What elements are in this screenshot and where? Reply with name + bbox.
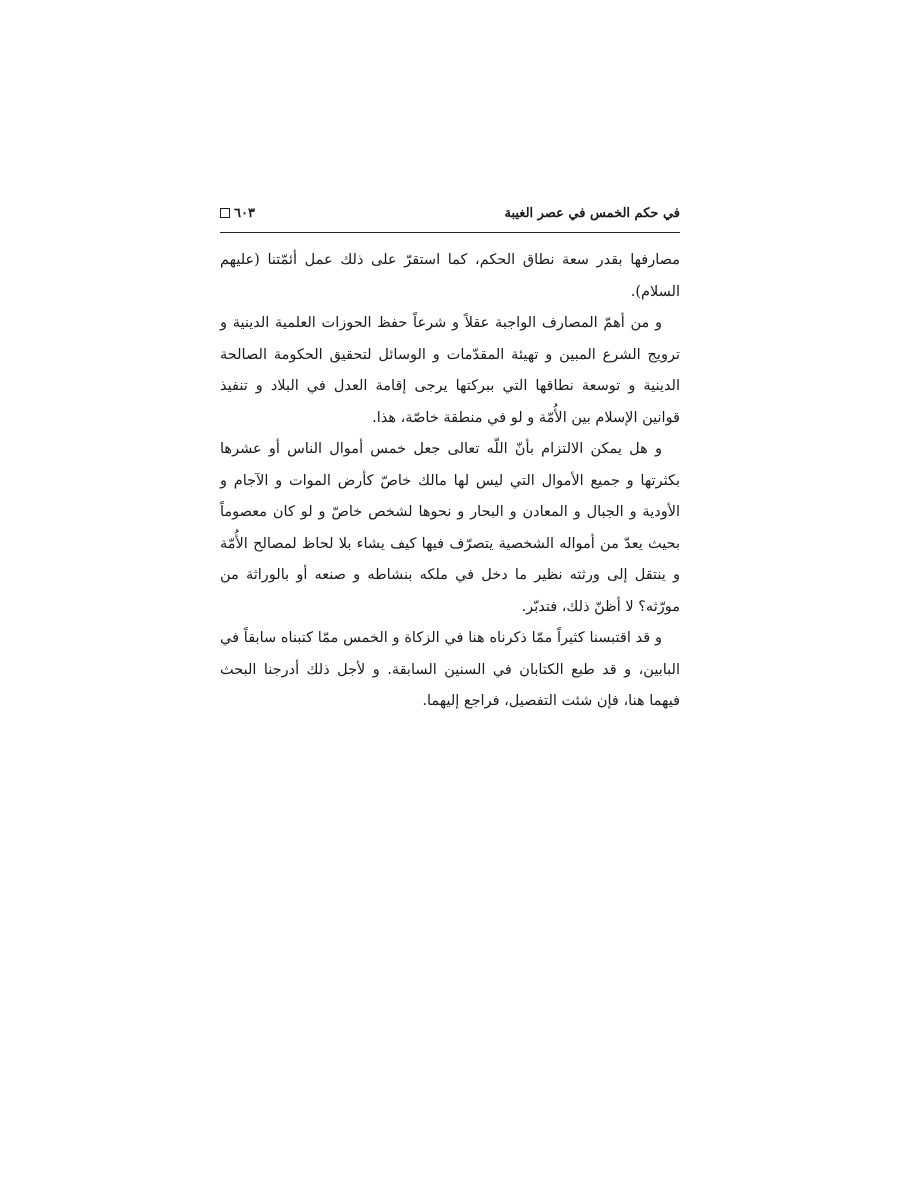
- paragraph-continuation: مصارفها بقدر سعة نطاق الحكم، كما استقرّ على ذلك عمل أئمّتنا (عليهم السلام).: [220, 252, 680, 300]
- page-header: [220, 198, 680, 228]
- paragraph: و من أهمّ المصارف الواجبة عقلاً و شرعاً حفظ الحوزات العلمية الدينية و ترويج الشرع المبين و تهيئة المقدّمات و الوسائل لتحقيق الحكومة الصالحة الدينية و توسعة نطاقها التي ببركتها يرجى إقامة العدل في البلاد و تنفيذ قوانين الإسلام بين الأُمّة و لو في منطقة خاصّة، هذا.: [220, 315, 680, 426]
- paragraph: و قد اقتبسنا كثيراً ممّا ذكرناه هنا في الزكاة و الخمس ممّا كتبناه سابقاً في البابين، و قد طبع الكتابان في السنين السابقة. و لأجل ذلك أدرجنا البحث فيهما هنا، فإن شئت التفصيل، فراجع إليهما.: [220, 630, 680, 709]
- square-box-icon: [220, 208, 230, 218]
- page-number-group: [220, 206, 255, 221]
- page-number: ٦٠٣: [234, 205, 255, 221]
- running-title: في حكم الخمس في عصر الغيبة: [504, 205, 680, 221]
- body-text: [220, 245, 680, 718]
- header-divider: [220, 232, 680, 233]
- paragraph: و هل يمكن الالتزام بأنّ اللّه تعالى جعل خمس أموال الناس أو عشرها بكثرتها و جميع الأموال التي ليس لها مالك خاصّ كأرض الموات و الآجام و الأودية و الجبال و المعادن و البحار و نحوها لشخص خاصّ و لو كان معصوماً بحيث يعدّ من أمواله الشخصية يتصرّف فيها كيف يشاء بلا لحاظ لمصالح الأُمّة و ينتقل إلى ورثته نظير ما دخل في ملكه بنشاطه و صنعه أو بالوراثة من مورّثه؟ لا أظنّ ذلك، فتدبّر.: [220, 441, 680, 615]
